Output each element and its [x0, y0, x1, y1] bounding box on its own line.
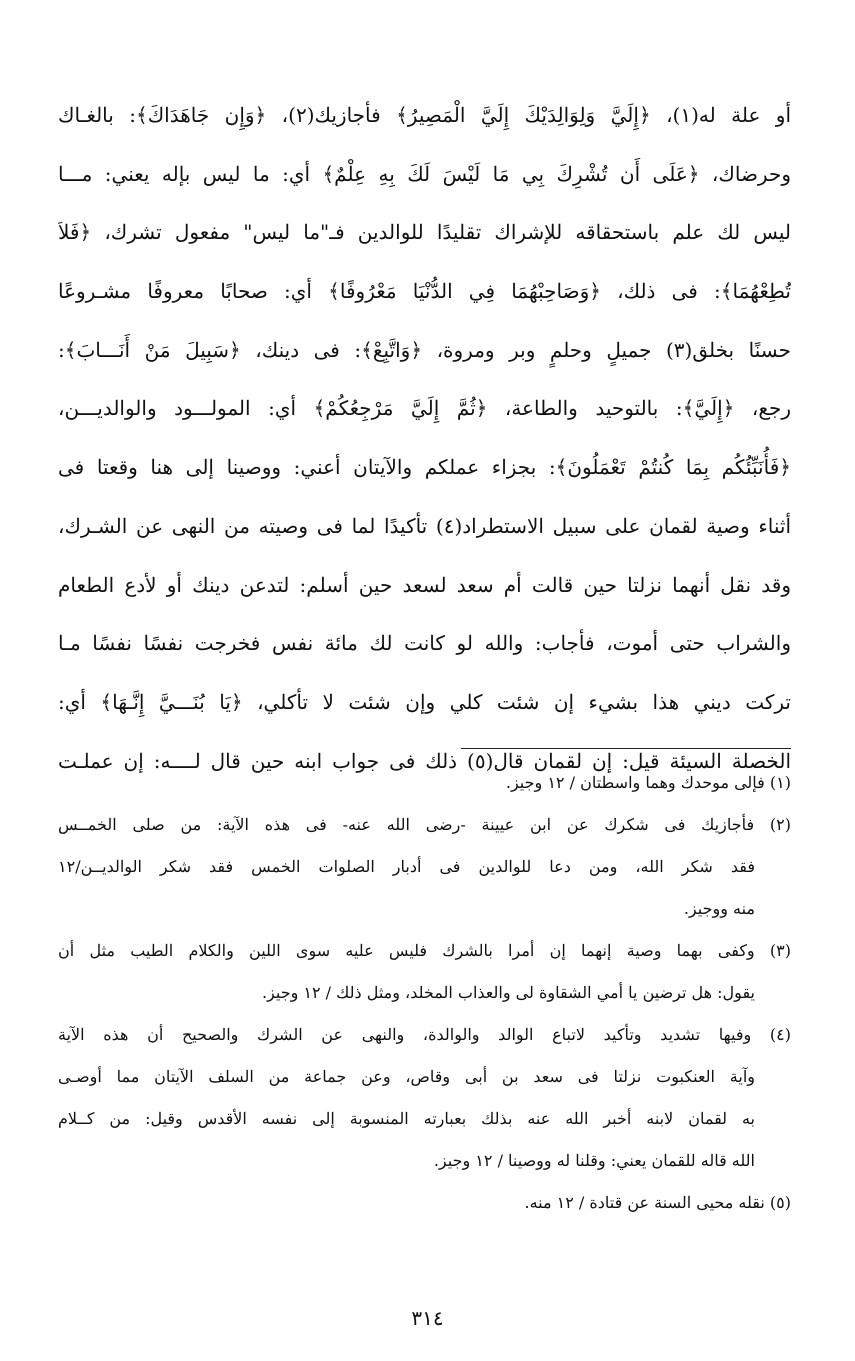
page-number: ٣١٤: [411, 1306, 444, 1330]
footnote-3: [58, 930, 791, 1014]
footnote-1: [58, 762, 791, 804]
footnote-5: [58, 1182, 791, 1224]
footnote-line: (٤) وفيها تشديد وتأكيد لاتباع الوالد والوالدة، والنهى عن الشرك والصحيح أن هذه الآية: [58, 1025, 791, 1044]
footnote-line: به لقمان لابنه أخبر الله عنه بذلك بعبارته المنسوبة إلى نفسه الأقدس وقيل: من كــلام: [58, 1109, 755, 1128]
footnote-line: الله قاله للقمان يعني: وقلنا له ووصينا / ١٢ وجيز.: [433, 1151, 755, 1170]
body-line: الخصلة السيئة قيل: إن لقمان قال(٥) ذلك فى جواب ابنه حين قال لــــه: إن عملـت: [58, 748, 791, 773]
body-line: وقد نقل أنهما نزلتا حين قالت أم سعد لسعد حين أسلم: لتدعن دينك أو لأدع الطعام: [58, 572, 791, 597]
footnote-line: منه ووجيز.: [683, 899, 755, 918]
body-line: تُطِعْهُمَا﴾: فى ذلك، ﴿وَصَاحِبْهُمَا فِي الدُّنْيَا مَعْرُوفًا﴾ أي: صحابًا معروفًا مشـروعًا: [58, 279, 791, 304]
footnote-line: فقد شكر الله، ومن دعا للوالدين فى أدبار الصلوات الخمس فقد شكر الوالديــن/١٢: [58, 857, 755, 876]
footnote-line: يقول: هل ترضين يا أمي الشقاوة لى والعذاب المخلد، ومثل ذلك / ١٢ وجيز.: [261, 983, 755, 1002]
body-line: ليس لك علم باستحقاقه للإشراك تقليدًا للوالدين فـ"ما ليس" مفعول تشرك، ﴿فَلاَ: [58, 220, 791, 245]
footnote-4: [58, 1014, 791, 1182]
footnote-separator: [461, 748, 791, 749]
body-line: والشراب حتى أموت، فأجاب: والله لو كانت لك مائة نفس فخرجت نفسًا نفسًا مـا: [58, 631, 791, 656]
body-line: ﴿فَأُنَبِّئُكُم بِمَا كُنتُمْ تَعْمَلُونَ﴾: بجزاء عملكم والآيتان أعني: ووصينا إلى هنا وقعتا فى: [58, 455, 791, 480]
footnote-2: [58, 804, 791, 930]
footnote-line: وآية العنكبوت نزلتا فى سعد بن أبى وقاص، وعن جماعة من السلف الآيتان مما أوصـى: [58, 1067, 755, 1086]
body-text: [58, 86, 791, 790]
footnotes: [58, 762, 791, 1224]
footnote-line: (١) فإلى موحدك وهما واسطتان / ١٢ وجيز.: [505, 773, 791, 792]
body-line: أو علة له(١)، ﴿إِلَيَّ وَلِوَالِدَيْكَ إِلَيَّ الْمَصِيرُ﴾ فأجازيك(٢)، ﴿وَإِن جَاهَدَاكَ﴾: بالغـاك: [58, 103, 791, 127]
body-line: حسنًا بخلق(٣) جميلٍ وحلمٍ وبر ومروة، ﴿وَاتَّبِعْ﴾: فى دينك، ﴿سَبِيلَ مَنْ أَنَـــابَ﴾:: [58, 337, 791, 362]
footnote-line: (٣) وكفى بهما وصية إنهما إن أمرا بالشرك فليس عليه سوى اللين والكلام الطيب مثل أن: [58, 941, 791, 960]
body-line: وحرضاك، ﴿عَلَى أَن تُشْرِكَ بِي مَا لَيْسَ لَكَ بِهِ عِلْمٌ﴾ أي: ما ليس بإله يعني: مـــا: [58, 161, 791, 186]
footnote-line: (٢) فأجازيك فى شكرك عن ابن عيينة -رضى الله عنه- فى هذه الآية: من صلى الخمــس: [58, 815, 791, 834]
body-line: تركت ديني هذا بشيء إن شئت كلي وإن شئت لا تأكلي، ﴿يَا بُنَـــيَّ إِنَّـهَا﴾ أي:: [58, 689, 791, 714]
footnote-line: (٥) نقله محيى السنة عن قتادة / ١٢ منه.: [524, 1193, 791, 1212]
body-line: أثناء وصية لقمان على سبيل الاستطراد(٤) تأكيدًا لما فى وصيته من النهى عن الشـرك،: [58, 513, 791, 538]
body-line: رجع، ﴿إِلَيَّ﴾: بالتوحيد والطاعة، ﴿ثُمَّ إِلَيَّ مَرْجِعُكُمْ﴾ أي: المولـــود والوالديـــن،: [58, 396, 791, 421]
